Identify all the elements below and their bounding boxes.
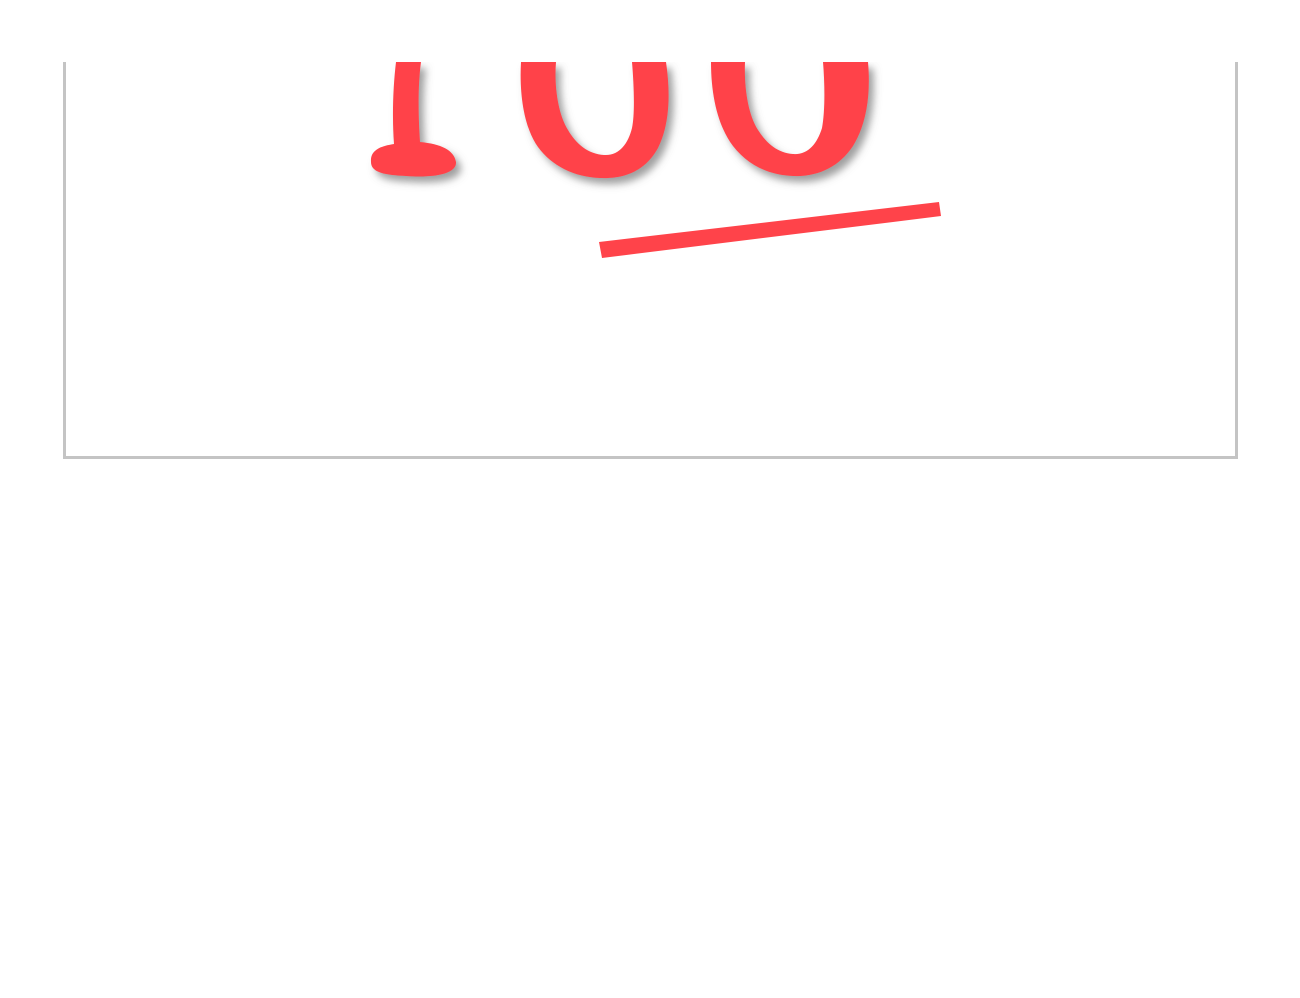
- digit-one-shape: [371, 62, 456, 176]
- digit-zero-shape-2: [711, 62, 869, 176]
- hundred-score-image: [66, 62, 1235, 456]
- digit-zero-shape-1: [521, 62, 669, 178]
- image-frame: [63, 62, 1238, 459]
- underline-stroke: [599, 202, 941, 258]
